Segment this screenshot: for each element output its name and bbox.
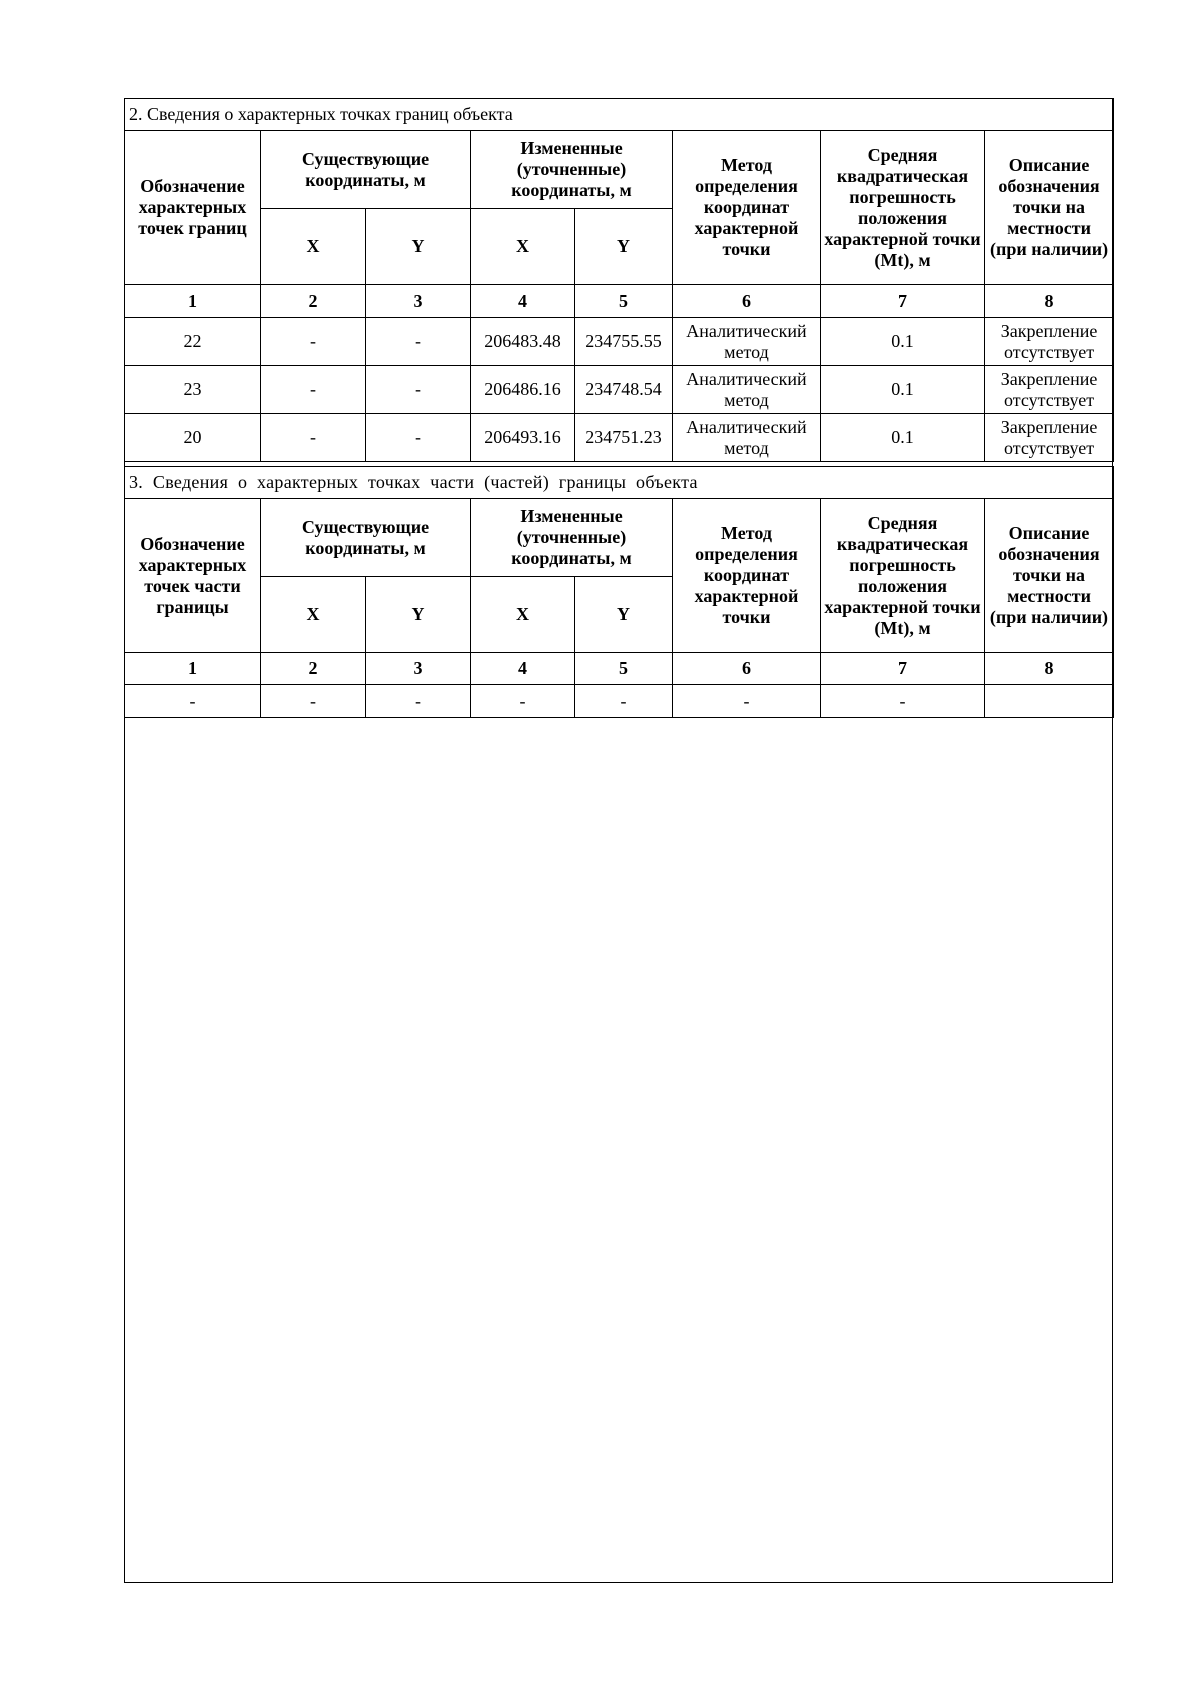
header-error: Средняя квадратическая погрешность положения характерной точки (Mt), м <box>821 131 985 285</box>
boundary-points-table <box>124 98 1114 462</box>
header-changed-y: Y <box>575 209 673 285</box>
header-error: Средняя квадратическая погрешность положения характерной точки (Mt), м <box>821 499 985 653</box>
header-method: Метод определения координат характерной точки <box>673 499 821 653</box>
table-row <box>125 414 1114 462</box>
column-number: 2 <box>261 285 366 318</box>
header-existing-x: X <box>261 577 366 653</box>
point-id: - <box>125 685 261 718</box>
boundary-part-points-table <box>124 466 1114 718</box>
header-changed-coords: Измененные (уточненные) координаты, м <box>471 499 673 577</box>
header-existing-coords: Существующие координаты, м <box>261 499 471 577</box>
mt-error: - <box>821 685 985 718</box>
column-number: 5 <box>575 285 673 318</box>
column-number: 4 <box>471 653 575 685</box>
column-number: 1 <box>125 653 261 685</box>
header-existing-coords: Существующие координаты, м <box>261 131 471 209</box>
changed-x: 206486.16 <box>471 366 575 414</box>
table-row <box>125 685 1114 718</box>
section-3-title: 3. Сведения о характерных точках части (частей) границы объекта <box>125 467 1114 499</box>
header-changed-coords: Измененные (уточненные) координаты, м <box>471 131 673 209</box>
method: Аналитический метод <box>673 414 821 462</box>
header-existing-y: Y <box>366 577 471 653</box>
existing-y: - <box>366 414 471 462</box>
header-description: Описание обозначения точки на местности (при наличии) <box>985 499 1114 653</box>
header-changed-y: Y <box>575 577 673 653</box>
column-number: 6 <box>673 285 821 318</box>
changed-y: 234751.23 <box>575 414 673 462</box>
mt-error: 0.1 <box>821 318 985 366</box>
existing-y: - <box>366 366 471 414</box>
method: Аналитический метод <box>673 366 821 414</box>
mt-error: 0.1 <box>821 414 985 462</box>
section-2-title: 2. Сведения о характерных точках границ объекта <box>125 99 1114 131</box>
header-method: Метод определения координат характерной точки <box>673 131 821 285</box>
point-id: 20 <box>125 414 261 462</box>
changed-y: 234748.54 <box>575 366 673 414</box>
column-number: 2 <box>261 653 366 685</box>
header-description: Описание обозначения точки на местности (при наличии) <box>985 131 1114 285</box>
existing-x: - <box>261 685 366 718</box>
existing-x: - <box>261 318 366 366</box>
column-number: 3 <box>366 653 471 685</box>
column-number: 3 <box>366 285 471 318</box>
description: Закрепление отсутствует <box>985 414 1114 462</box>
description: Закрепление отсутствует <box>985 366 1114 414</box>
existing-y: - <box>366 685 471 718</box>
table-row <box>125 366 1114 414</box>
method: Аналитический метод <box>673 318 821 366</box>
header-changed-x: X <box>471 209 575 285</box>
description <box>985 685 1114 718</box>
header-existing-x: X <box>261 209 366 285</box>
existing-x: - <box>261 366 366 414</box>
method: - <box>673 685 821 718</box>
table-row <box>125 318 1114 366</box>
changed-x: 206483.48 <box>471 318 575 366</box>
column-number: 7 <box>821 653 985 685</box>
changed-y: - <box>575 685 673 718</box>
column-number: 8 <box>985 653 1114 685</box>
header-designation: Обозначение характерных точек части границы <box>125 499 261 653</box>
mt-error: 0.1 <box>821 366 985 414</box>
column-number: 8 <box>985 285 1114 318</box>
existing-x: - <box>261 414 366 462</box>
header-designation: Обозначение характерных точек границ <box>125 131 261 285</box>
changed-x: - <box>471 685 575 718</box>
header-changed-x: X <box>471 577 575 653</box>
column-number: 6 <box>673 653 821 685</box>
header-existing-y: Y <box>366 209 471 285</box>
column-number: 1 <box>125 285 261 318</box>
existing-y: - <box>366 318 471 366</box>
point-id: 22 <box>125 318 261 366</box>
column-number: 5 <box>575 653 673 685</box>
changed-x: 206493.16 <box>471 414 575 462</box>
description: Закрепление отсутствует <box>985 318 1114 366</box>
point-id: 23 <box>125 366 261 414</box>
changed-y: 234755.55 <box>575 318 673 366</box>
column-number: 4 <box>471 285 575 318</box>
column-number: 7 <box>821 285 985 318</box>
